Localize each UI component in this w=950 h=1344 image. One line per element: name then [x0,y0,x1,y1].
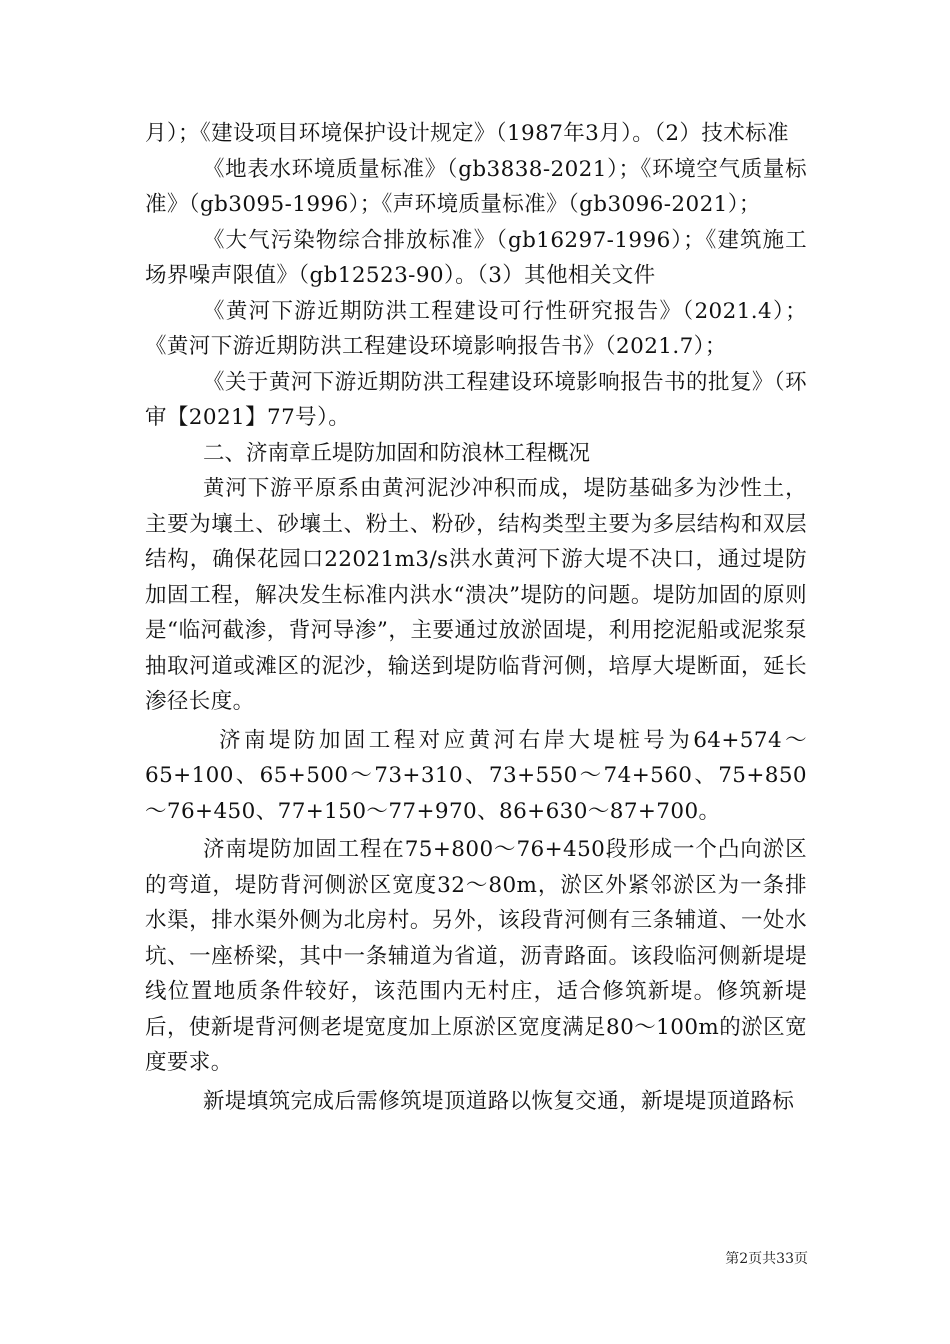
document-body [145,116,807,1119]
paragraph-tech-standards-intro: 月）；《建设项目环境保护设计规定》（1987年3月）。（2）技术标准 [145,121,789,146]
paragraph-emission-standards: 《大气污染物综合排放标准》（gb16297-1996）；《建筑施工场界噪声限值》（gb12523-90）。（3）其他相关文件 [145,227,807,288]
paragraph-quality-standards: 《地表水环境质量标准》（gb3838-2021）；《环境空气质量标准》（gb3095-1996）；《声环境质量标准》（gb3096-2021）； [145,156,807,217]
paragraph-lower-yellow-river-plain: 黄河下游平原系由黄河泥沙冲积而成，堤防基础多为沙性土，主要为壤土、砂壤土、粉土、粉砂，结构类型主要为多层结构和双层结构，确保花园口22021m3/s洪水黄河下游大堤不决口，通过堤防加固工程，解决发生标准内洪水“溃决”堤防的问题。堤防加固的原则是“临河截渗，背河导渗”，主要通过放淤固堤，利用挖泥船或泥浆泵抽取河道或滩区的泥沙，输送到堤防临背河侧，培厚大堤断面，延长渗径长度。 [145,476,807,714]
paragraph-new-embankment-road: 新堤填筑完成后需修筑堤顶道路以恢复交通，新堤堤顶道路标 [203,1088,795,1114]
page-number: 第2页共33页 [725,1251,808,1267]
section-heading: 二、济南章丘堤防加固和防浪林工程概况 [203,440,591,466]
paragraph-approval-document: 《关于黄河下游近期防洪工程建设环境影响报告书的批复》（环审【2021】77号）。 [145,369,807,430]
paragraph-jinan-bend-section: 济南堤防加固工程在75+800～76+450段形成一个凸向淤区的弯道，堤防背河侧淤区宽度32～80m，淤区外紧邻淤区为一条排水渠，排水渠外侧为北房村。另外，该段背河侧有三条辅道、一处水坑、一座桥梁，其中一条辅道为省道，沥青路面。该段临河侧新堤堤线位置地质条件较好，该范围内无村庄，适合修筑新堤。修筑新堤后，使新堤背河侧老堤宽度加上原淤区宽度满足80～100m的淤区宽度要求。 [145,837,807,1075]
paragraph-feasibility-reports: 《黄河下游近期防洪工程建设可行性研究报告》（2021.4）；《黄河下游近期防洪工程建设环境影响报告书》（2021.7）； [145,298,807,359]
paragraph-jinan-stake-numbers: 济南堤防加固工程对应黄河右岸大堤桩号为64+574～65+100、65+500～73+310、73+550～74+560、75+850～76+450、77+150～77+970、86+630～87+700。 [145,727,807,824]
